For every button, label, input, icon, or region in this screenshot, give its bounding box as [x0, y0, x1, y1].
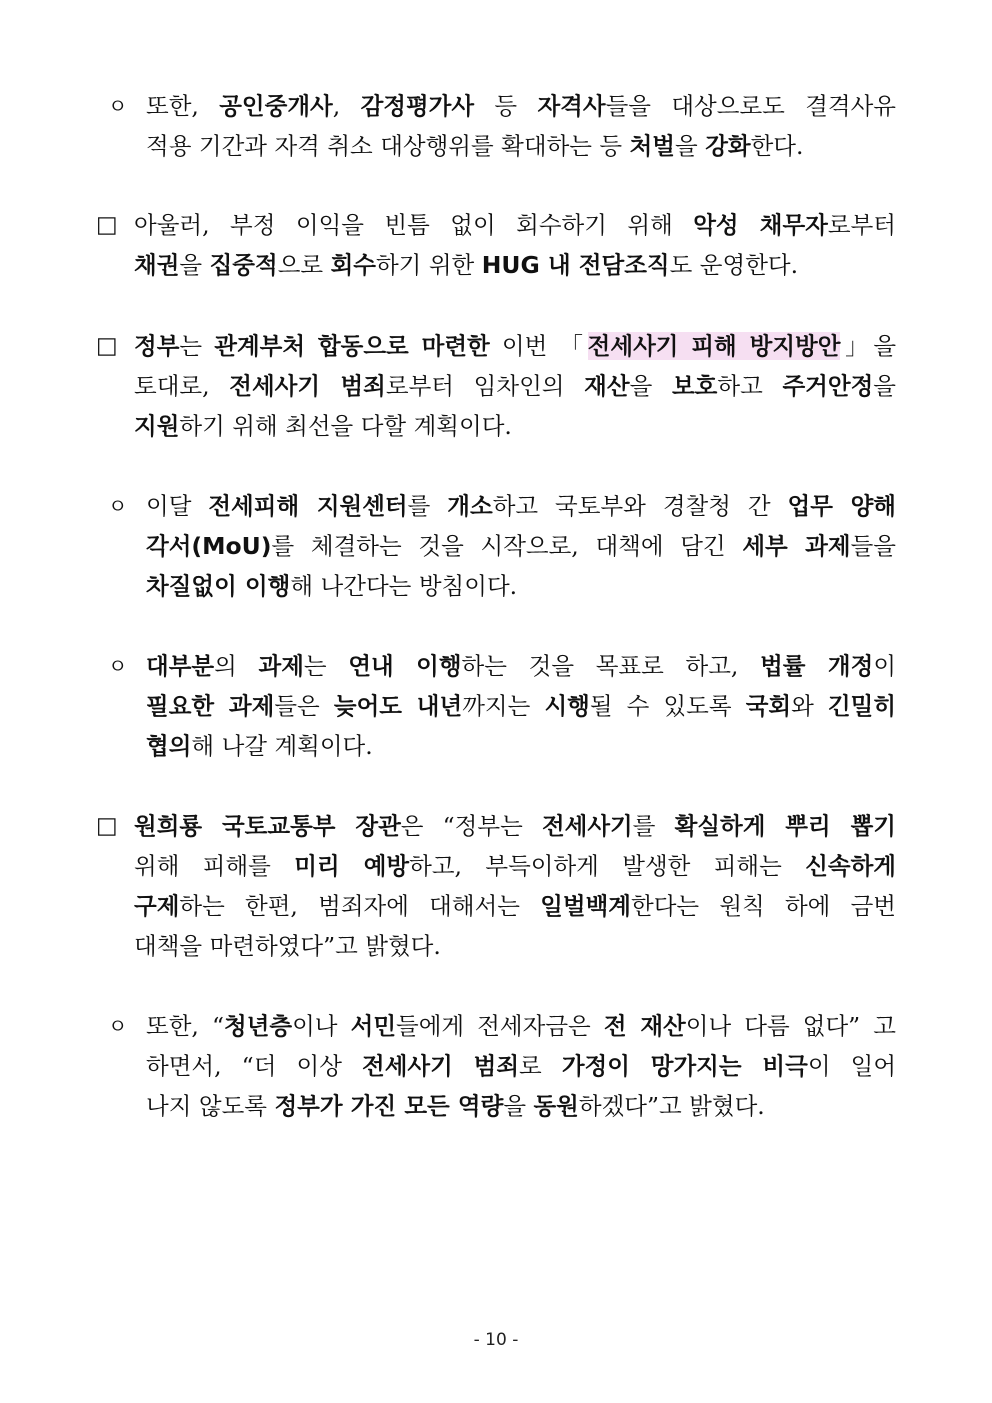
- text-run: 을: [503, 1092, 534, 1120]
- text-line: [134, 326, 896, 366]
- bold-text: 연내 이행: [348, 652, 462, 680]
- text-run: 이나 다름 없다” 고: [685, 1012, 896, 1040]
- text-line: [146, 86, 896, 126]
- highlighted-text: 전세사기 피해 방지방안: [587, 332, 841, 360]
- text-line: [146, 486, 896, 526]
- bold-text: 전 재산: [603, 1012, 686, 1040]
- bold-text: 미리 예방: [294, 852, 410, 880]
- square-bullet-icon: □: [96, 813, 118, 839]
- bold-text: 회수: [330, 251, 376, 279]
- text-line: [146, 1046, 896, 1086]
- bold-text: 과제: [258, 652, 304, 680]
- text-line: [146, 1086, 765, 1126]
- text-run: 의: [214, 652, 259, 680]
- square-bullet-icon: □: [96, 333, 118, 359]
- text-line: [134, 886, 896, 926]
- bold-text: 일벌백계: [540, 892, 632, 920]
- text-run: 하기 위해 최선을 다할 계획이다.: [179, 412, 512, 440]
- text-run: 이번 「: [489, 332, 588, 360]
- text-run: 하는 한편, 범죄자에 대해서는: [179, 892, 541, 920]
- bold-text: 원희룡 국토교통부 장관: [134, 812, 401, 840]
- text-run: 해 나간다는 방침이다.: [290, 572, 518, 600]
- bold-text: 법률 개정: [760, 652, 874, 680]
- bold-text: 전세피해 지원센터: [208, 492, 408, 520]
- text-run: 를: [632, 812, 675, 840]
- text-run: 한다는 원칙 하에 금번: [631, 892, 897, 920]
- bold-text: 대부분: [146, 652, 215, 680]
- bold-text: 동원: [533, 1092, 579, 1120]
- text-run: 이달: [146, 492, 209, 520]
- text-run: 또한, “: [146, 1012, 224, 1040]
- bold-text: 개소: [447, 492, 493, 520]
- text-run: 나지 않도록: [146, 1092, 275, 1120]
- bold-text: 주거안정: [782, 372, 874, 400]
- text-run: 대책을 마련하였다”고 밝혔다.: [134, 932, 441, 960]
- text-line: [134, 366, 896, 406]
- text-run: 」을: [840, 332, 897, 360]
- bold-text: 강화: [705, 132, 751, 160]
- bold-text: 업무 양해: [787, 492, 896, 520]
- text-line: [134, 205, 896, 245]
- text-line: [146, 1006, 896, 1046]
- text-run: 들을: [850, 532, 896, 560]
- bold-text: 세부 과제: [742, 532, 851, 560]
- text-run: 까지는: [462, 692, 545, 720]
- bold-text: 자격사: [537, 92, 606, 120]
- bold-text: 재산: [584, 372, 630, 400]
- text-line: [146, 686, 896, 726]
- bold-text: 차질없이 이행: [146, 572, 291, 600]
- bold-text: 청년층: [224, 1012, 293, 1040]
- text-run: 와: [791, 692, 828, 720]
- bold-text: 집중적: [209, 251, 278, 279]
- bold-text: 악성 채무자: [693, 211, 828, 239]
- text-run: 하고: [717, 372, 783, 400]
- text-run: 는: [303, 652, 349, 680]
- text-run: 를: [407, 492, 448, 520]
- text-run: 될 수 있도록: [589, 692, 746, 720]
- text-line: [134, 806, 896, 846]
- text-run: 이 일어: [807, 1052, 897, 1080]
- text-run: 는: [179, 332, 215, 360]
- text-line: [134, 245, 798, 285]
- text-run: 등: [474, 92, 538, 120]
- bold-text: 처벌: [629, 132, 676, 160]
- bold-text: 전세사기 범죄: [229, 372, 386, 400]
- circle-bullet-icon: ㅇ: [108, 1014, 128, 1038]
- text-run: 하고, 부득이하게 발생한 피해는: [409, 852, 806, 880]
- bold-text: 신속하게: [805, 852, 896, 880]
- text-run: 을: [675, 132, 706, 160]
- text-run: ,: [332, 92, 361, 120]
- text-run: 을: [873, 372, 896, 400]
- text-run: 토대로,: [134, 372, 230, 400]
- bold-text: 국회: [745, 692, 792, 720]
- bold-text: HUG 내 전담조직: [481, 251, 670, 279]
- text-line: [146, 726, 373, 766]
- text-run: 를 체결하는 것을 시작으로, 대책에 담긴: [271, 532, 743, 560]
- text-line: [146, 526, 896, 566]
- circle-bullet-icon: ㅇ: [108, 654, 128, 678]
- text-run: 들은: [274, 692, 334, 720]
- bold-text: 정부가 가진 모든 역량: [274, 1092, 504, 1120]
- text-run: 로부터 임차인의: [385, 372, 585, 400]
- bold-text: 공인중개사: [219, 92, 333, 120]
- bold-text: 각서(MoU): [146, 532, 272, 560]
- text-run: 들에게 전세자금은: [396, 1012, 604, 1040]
- text-run: 으로: [277, 251, 331, 279]
- bold-text: 감정평가사: [360, 92, 475, 120]
- text-line: [146, 126, 803, 166]
- square-bullet-icon: □: [96, 212, 118, 238]
- text-run: 을: [179, 251, 210, 279]
- text-run: 하는 것을 목표로 하고,: [461, 652, 761, 680]
- text-run: 은 “정부는: [400, 812, 542, 840]
- bold-text: 관계부처 합동으로 마련한: [214, 332, 490, 360]
- text-run: 한다.: [750, 132, 804, 160]
- bold-text: 정부: [134, 332, 180, 360]
- text-run: 적용 기간과 자격 취소 대상행위를 확대하는 등: [146, 132, 630, 160]
- page-number: - 10 -: [473, 1330, 519, 1350]
- text-line: [146, 646, 896, 686]
- text-run: 이: [873, 652, 897, 680]
- bold-text: 협의: [146, 732, 192, 760]
- bold-text: 전세사기: [541, 812, 633, 840]
- text-run: 하겠다”고 밝혔다.: [578, 1092, 765, 1120]
- bold-text: 늦어도 내년: [333, 692, 463, 720]
- text-line: [134, 846, 896, 886]
- circle-bullet-icon: ㅇ: [108, 94, 128, 118]
- text-run: 해 나갈 계획이다.: [191, 732, 373, 760]
- text-run: 로: [519, 1052, 562, 1080]
- text-run: 로부터: [827, 211, 896, 239]
- bold-text: 긴밀히: [827, 692, 897, 720]
- circle-bullet-icon: ㅇ: [108, 494, 128, 518]
- bold-text: 전세사기 범죄: [362, 1052, 520, 1080]
- bold-text: 구제: [134, 892, 180, 920]
- text-run: 하고 국토부와 경찰청 간: [492, 492, 788, 520]
- bold-text: 필요한 과제: [146, 692, 275, 720]
- text-run: 들을 대상으로도 결격사유: [605, 92, 896, 120]
- text-run: 도 운영한다.: [669, 251, 799, 279]
- bold-text: 확실하게 뿌리 뽑기: [674, 812, 896, 840]
- bold-text: 보호: [671, 372, 718, 400]
- text-line: [146, 566, 517, 606]
- text-run: 하기 위한: [375, 251, 482, 279]
- text-run: 하면서, “더 이상: [146, 1052, 363, 1080]
- text-run: 또한,: [146, 92, 220, 120]
- text-run: 이나: [292, 1012, 351, 1040]
- text-line: [134, 926, 441, 966]
- text-run: 위해 피해를: [134, 852, 295, 880]
- bold-text: 서민: [350, 1012, 397, 1040]
- text-run: 아울러, 부정 이익을 빈틈 없이 회수하기 위해: [134, 211, 694, 239]
- text-line: [134, 406, 512, 446]
- bold-text: 지원: [134, 412, 180, 440]
- bold-text: 채권: [134, 251, 180, 279]
- bold-text: 가정이 망가지는 비극: [561, 1052, 808, 1080]
- text-run: 을: [629, 372, 672, 400]
- bold-text: 시행: [544, 692, 590, 720]
